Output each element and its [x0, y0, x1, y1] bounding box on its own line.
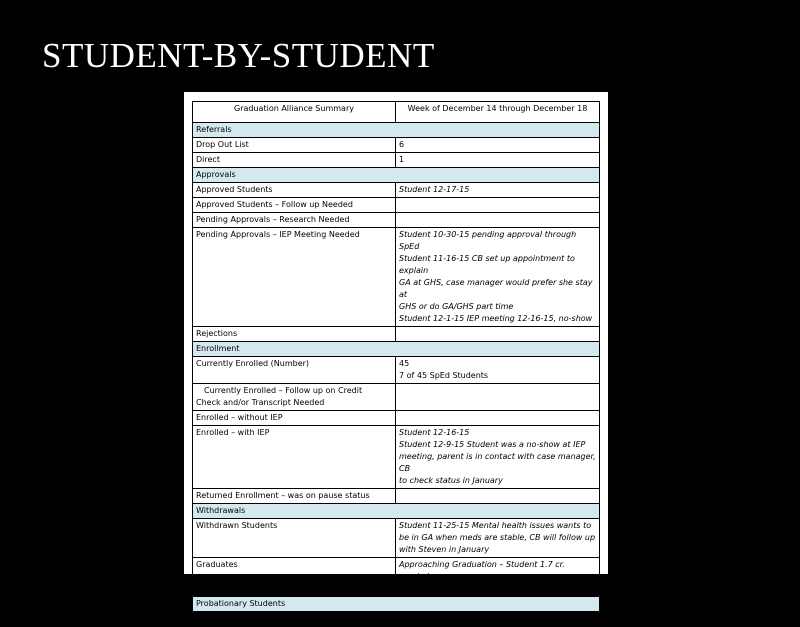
row-value	[396, 213, 600, 228]
note-line: with Steven in January	[399, 545, 490, 554]
table-row	[193, 426, 600, 489]
note-line: 7 of 45 SpEd Students	[399, 371, 489, 380]
table-row	[193, 228, 600, 327]
note-line: meeting, parent is in contact with case manager, CB	[399, 452, 596, 473]
section-label: Enrollment	[193, 342, 600, 357]
row-label: Graduates	[193, 558, 396, 597]
slide-title: STUDENT-BY-STUDENT	[42, 36, 435, 75]
row-label: Currently Enrolled (Number)	[193, 357, 396, 384]
row-label: Enrolled – with IEP	[193, 426, 396, 489]
section-label: Probationary Students	[193, 597, 600, 612]
row-value: 1	[396, 153, 600, 168]
graduation-summary-table	[192, 101, 600, 627]
section-row-withdrawals	[193, 504, 600, 519]
table-header-row	[193, 102, 600, 123]
row-label: Returned Enrollment – was on pause status	[193, 489, 396, 504]
note-line: Student 12-1-15 IEP meeting 12-16-15, no-show	[399, 314, 593, 323]
row-label: Approved Students	[193, 183, 396, 198]
header-week-cell: Week of December 14 through December 18	[396, 102, 600, 123]
table-row	[193, 384, 600, 411]
section-row-approvals	[193, 168, 600, 183]
document-page	[184, 92, 608, 623]
row-value	[396, 612, 600, 627]
label-line: Check and/or Transcript Needed	[196, 398, 325, 407]
table-row	[193, 357, 600, 384]
note-line: to check status in January	[399, 476, 503, 485]
row-label: Drop Out List	[193, 138, 396, 153]
row-value	[396, 558, 600, 597]
row-value	[396, 198, 600, 213]
note-line: GHS or do GA/GHS part time	[399, 302, 514, 311]
table-row	[193, 183, 600, 198]
row-value	[396, 489, 600, 504]
section-row-referrals	[193, 123, 600, 138]
table-row	[193, 519, 600, 558]
row-value	[396, 426, 600, 489]
table-row	[193, 213, 600, 228]
table-row	[193, 327, 600, 342]
note-line: Student 11-25-15 Mental health issues wants to	[399, 521, 592, 530]
row-label: Enrolled but not counted for funding	[193, 612, 396, 627]
row-label: Rejections	[193, 327, 396, 342]
section-label: Referrals	[193, 123, 600, 138]
note-line: Student 12-9-15 Student was a no-show at IEP	[399, 440, 586, 449]
note-line: Student 11-16-15 CB set up appointment to explain	[399, 254, 575, 275]
table-row	[193, 138, 600, 153]
label-line: Currently Enrolled – Follow up on Credit	[204, 386, 363, 395]
note-line: Student 12-16-15	[399, 428, 470, 437]
note-line: 45	[399, 359, 410, 368]
section-label: Approvals	[193, 168, 600, 183]
table-row	[193, 612, 600, 627]
row-label: Direct	[193, 153, 396, 168]
row-value	[396, 357, 600, 384]
note-line: Student 10-30-15 pending approval through SpEd	[399, 230, 577, 251]
row-value	[396, 411, 600, 426]
row-label: Pending Approvals – IEP Meeting Needed	[193, 228, 396, 327]
row-value: 6	[396, 138, 600, 153]
table-row	[193, 411, 600, 426]
note-line: Approaching Graduation – Student 2.0 needed	[399, 584, 586, 593]
note-line: be in GA when meds are stable, CB will follow up	[399, 533, 596, 542]
section-row-enrollment	[193, 342, 600, 357]
section-label: Withdrawals	[193, 504, 600, 519]
table-row	[193, 489, 600, 504]
row-value	[396, 384, 600, 411]
row-label: Withdrawn Students	[193, 519, 396, 558]
row-label: Enrolled – without IEP	[193, 411, 396, 426]
row-value	[396, 327, 600, 342]
row-value	[396, 228, 600, 327]
section-row-probationary	[193, 597, 600, 612]
row-label	[193, 384, 396, 411]
table-row	[193, 153, 600, 168]
note-line: GA at GHS, case manager would prefer she stay at	[399, 278, 593, 299]
row-label: Pending Approvals – Research Needed	[193, 213, 396, 228]
note-line: needed	[399, 572, 429, 581]
note-line: Approaching Graduation – Student 1.7 cr.	[399, 560, 565, 569]
table-row	[193, 198, 600, 213]
row-value: Student 12-17-15	[396, 183, 600, 198]
row-value	[396, 519, 600, 558]
table-row	[193, 558, 600, 597]
row-label: Approved Students – Follow up Needed	[193, 198, 396, 213]
header-summary-cell: Graduation Alliance Summary	[193, 102, 396, 123]
